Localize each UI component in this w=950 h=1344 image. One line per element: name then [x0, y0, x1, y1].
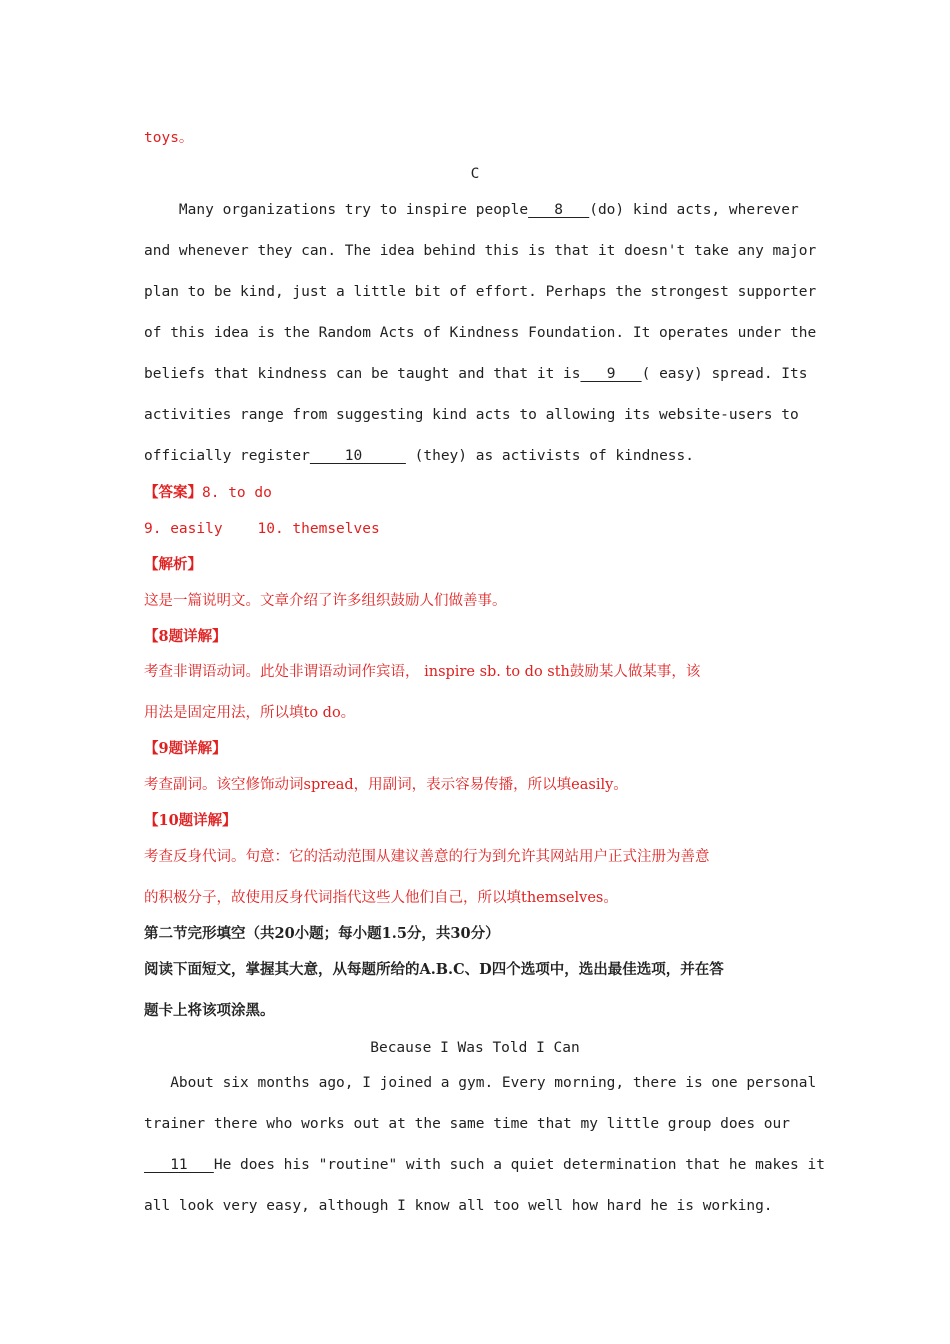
- q8-line-1: 考查非谓语动词。此处非谓语动词作宾语， inspire sb. to do sth鼓励某人做某事，该: [144, 664, 701, 680]
- q9-label: 【9题详解】: [144, 740, 227, 757]
- q9-line-1: 考查副词。该空修饰动词spread，用副词，表示容易传播，所以填easily。: [144, 777, 628, 793]
- text: Many organizations try to inspire people: [144, 202, 529, 218]
- q8-line-2: 用法是固定用法，所以填to do。: [144, 705, 356, 721]
- answers-text-1: 8. to do: [202, 485, 272, 501]
- q10-line-1: 考查反身代词。句意：它的活动范围从建议善意的行为到允许其网站用户正式注册为善意: [144, 849, 710, 865]
- answers-line-1: [144, 483, 272, 503]
- passage-c-line-7: [144, 446, 694, 466]
- passage-c-line-6: activities range from suggesting kind acts to allowing its website-users to: [144, 407, 799, 423]
- answers-label: 【答案】: [144, 484, 202, 501]
- passage-c-line-4: of this idea is the Random Acts of Kindness Foundation. It operates under the: [144, 325, 817, 341]
- q8-label: 【8题详解】: [144, 628, 227, 645]
- analysis-label: 【解析】: [144, 556, 202, 573]
- section2-title: 第二节完形填空（共20小题；每小题1.5分，共30分）: [144, 925, 500, 942]
- analysis-text: 这是一篇说明文。文章介绍了许多组织鼓励人们做善事。: [144, 593, 507, 609]
- blank-10: 10: [309, 448, 406, 464]
- section-c-heading: C: [470, 166, 480, 182]
- text: ( easy) spread. Its: [641, 366, 808, 382]
- section2-instr-2: 题卡上将该项涂黑。: [144, 1002, 275, 1019]
- text: officially register: [144, 448, 310, 464]
- passage-line-2: trainer there who works out at the same time that my little group does our: [144, 1116, 791, 1132]
- answers-line-2: 9. easily 10. themselves: [144, 521, 380, 537]
- passage-c-line-3: plan to be kind, just a little bit of effort. Perhaps the strongest supporter: [144, 284, 817, 300]
- passage-line-3: [144, 1155, 825, 1175]
- text: (they) as activists of kindness.: [405, 448, 694, 464]
- passage-title: Because I Was Told I Can: [370, 1040, 580, 1056]
- passage-c-line-2: and whenever they can. The idea behind this is that it doesn't take any major: [144, 243, 817, 259]
- blank-9: 9: [580, 366, 642, 382]
- passage-line-4: all look very easy, although I know all too well how hard he is working.: [144, 1198, 773, 1214]
- q10-line-2: 的积极分子，故使用反身代词指代这些人他们自己，所以填themselves。: [144, 890, 618, 906]
- passage-line-1: About six months ago, I joined a gym. Every morning, there is one personal: [144, 1075, 817, 1091]
- q10-label: 【10题详解】: [144, 812, 237, 829]
- text: beliefs that kindness can be taught and that it is: [144, 366, 581, 382]
- passage-c-line-5: [144, 364, 807, 384]
- blank-8: 8: [528, 202, 590, 218]
- section2-instr-1: 阅读下面短文，掌握其大意，从每题所给的A.B.C、D四个选项中，选出最佳选项，并在答: [144, 961, 724, 978]
- intro-tail: toys。: [144, 130, 194, 146]
- text: (do) kind acts, wherever: [589, 202, 799, 218]
- text: He does his "routine" with such a quiet determination that he makes it: [213, 1157, 825, 1173]
- passage-c-line-1: [144, 200, 799, 220]
- blank-11: 11: [144, 1157, 214, 1173]
